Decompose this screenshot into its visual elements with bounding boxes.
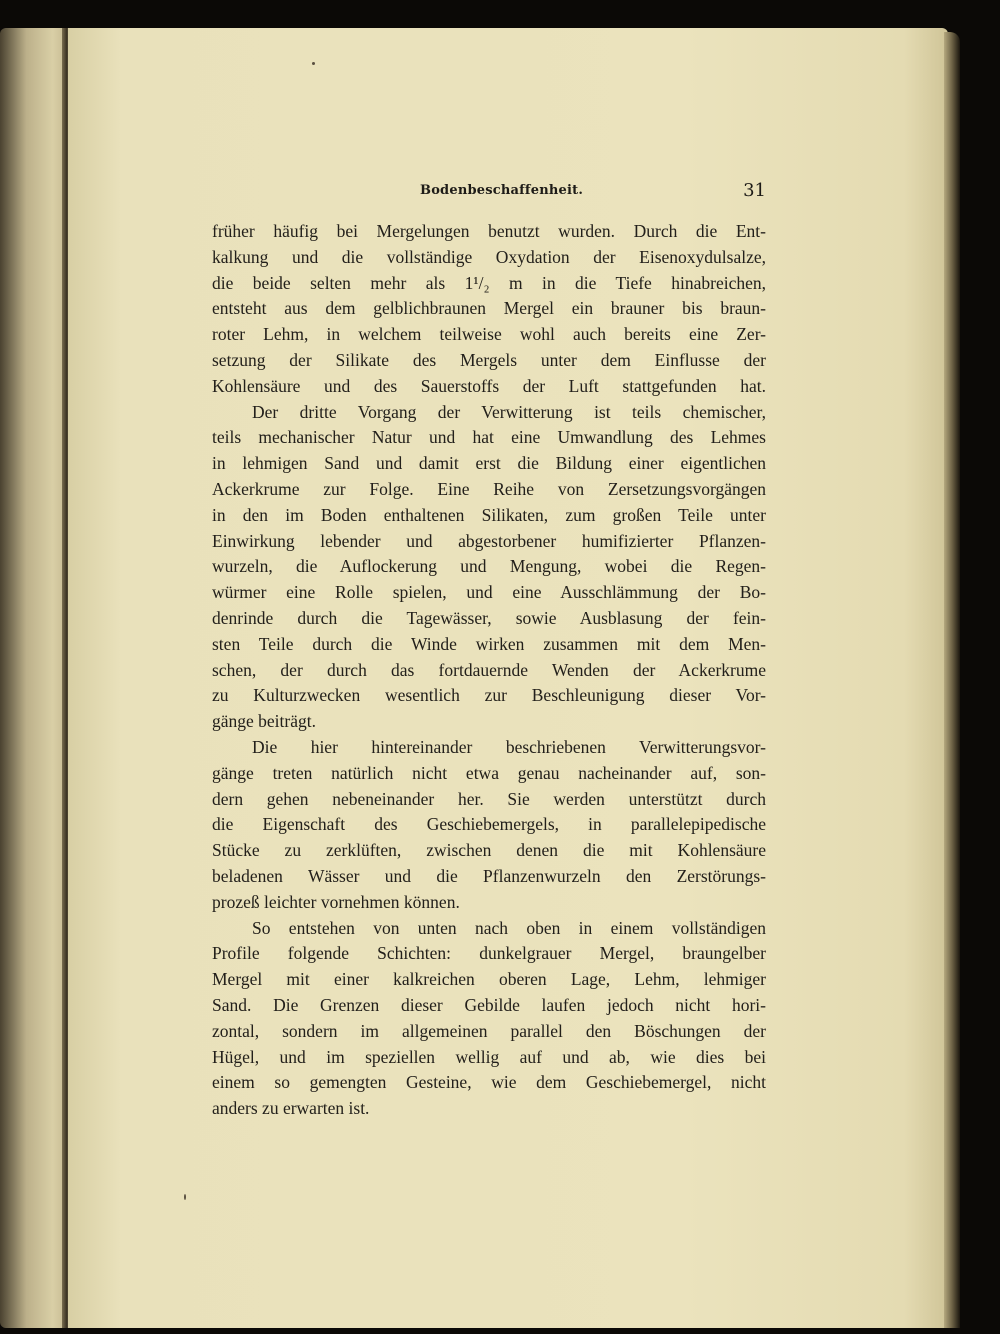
text-line: einem so gemengten Gesteine, wie dem Geschiebemergel, nicht [212,1072,766,1093]
text-line: beladenen Wässer und die Pflanzenwurzeln den Zerstörungs- [212,865,766,886]
text-line: Hügel, und im speziellen wellig auf und ab, wie dies bei [212,1046,766,1067]
paper-speck [184,1194,186,1200]
text-line: zontal, sondern im allgemeinen parallel den Böschungen der [212,1020,766,1041]
text-line: Einwirkung lebender und abgestorbener humifizierter Pflanzen- [212,530,766,551]
running-title: Bodenbeschaffenheit. [420,183,584,198]
text-line: roter Lehm, in welchem teilweise wohl auch bereits eine Zer- [212,324,766,345]
text-line: sten Teile durch die Winde wirken zusammen mit dem Men- [212,633,766,654]
body-text [212,219,766,1122]
text-line: setzung der Silikate des Mergels unter dem Einflusse der [212,349,766,370]
text-line: Sand. Die Grenzen dieser Gebilde laufen jedoch nicht hori- [212,994,766,1015]
text-line: anders zu erwarten ist. [212,1098,370,1119]
page-right-edge [944,32,960,1328]
text-line: teils mechanischer Natur und hat eine Umwandlung des Lehmes [212,427,766,448]
text-line: Mergel mit einer kalkreichen oberen Lage, Lehm, lehmiger [212,969,766,990]
text-line: Die hier hintereinander beschriebenen Verwitterungsvor- [252,736,766,757]
text-line: Der dritte Vorgang der Verwitterung ist teils chemischer, [252,401,766,422]
text-line: prozeß leichter vornehmen können. [212,891,460,912]
text-line: Kohlensäure und des Sauerstoffs der Luft stattgefunden hat. [212,375,766,396]
text-line: früher häufig bei Mergelungen benutzt wurden. Durch die Ent- [212,221,766,241]
text-line: die Eigenschaft des Geschiebemergels, in parallelepipedische [212,814,766,835]
text-line: So entstehen von unten nach oben in einem vollständigen [252,917,766,938]
text-line: in lehmigen Sand und damit erst die Bildung einer eigentlichen [212,453,766,474]
text-line: Profile folgende Schichten: dunkelgrauer Mergel, braungelber [212,943,766,964]
paper-speck [312,62,315,65]
text-line: denrinde durch die Tagewässer, sowie Ausblasung der fein- [212,607,766,628]
text-line: wurzeln, die Auflockerung und Mengung, wobei die Regen- [212,556,766,577]
text-line: Ackerkrume zur Folge. Eine Reihe von Zersetzungsvorgängen [212,478,766,499]
text-line: die beide selten mehr als 1¹/₂ m in die Tiefe hinabreichen, [212,272,766,293]
text-line: schen, der durch das fortdauernde Wenden der Ackerkrume [212,659,766,680]
left-page-edge [0,28,66,1328]
text-line: entsteht aus dem gelblichbraunen Mergel ein brauner bis braun- [212,298,766,319]
text-line: dern gehen nebeneinander her. Sie werden unterstützt durch [212,788,766,809]
text-line: kalkung und die vollständige Oxydation der Eisenoxydulsalze, [212,246,766,267]
text-line: Stücke zu zerklüften, zwischen denen die mit Kohlensäure [212,840,766,861]
text-line: zu Kulturzwecken wesentlich zur Beschleunigung dieser Vor- [212,685,766,706]
text-line: in den im Boden enthaltenen Silikaten, zum großen Teile unter [212,504,766,525]
text-line: gänge beiträgt. [212,711,316,732]
page-number: 31 [743,180,766,201]
text-line: würmer eine Rolle spielen, und eine Ausschlämmung der Bo- [212,582,766,603]
page-header [212,180,766,207]
text-line: gänge treten natürlich nicht etwa genau nacheinander auf, son- [212,762,766,783]
